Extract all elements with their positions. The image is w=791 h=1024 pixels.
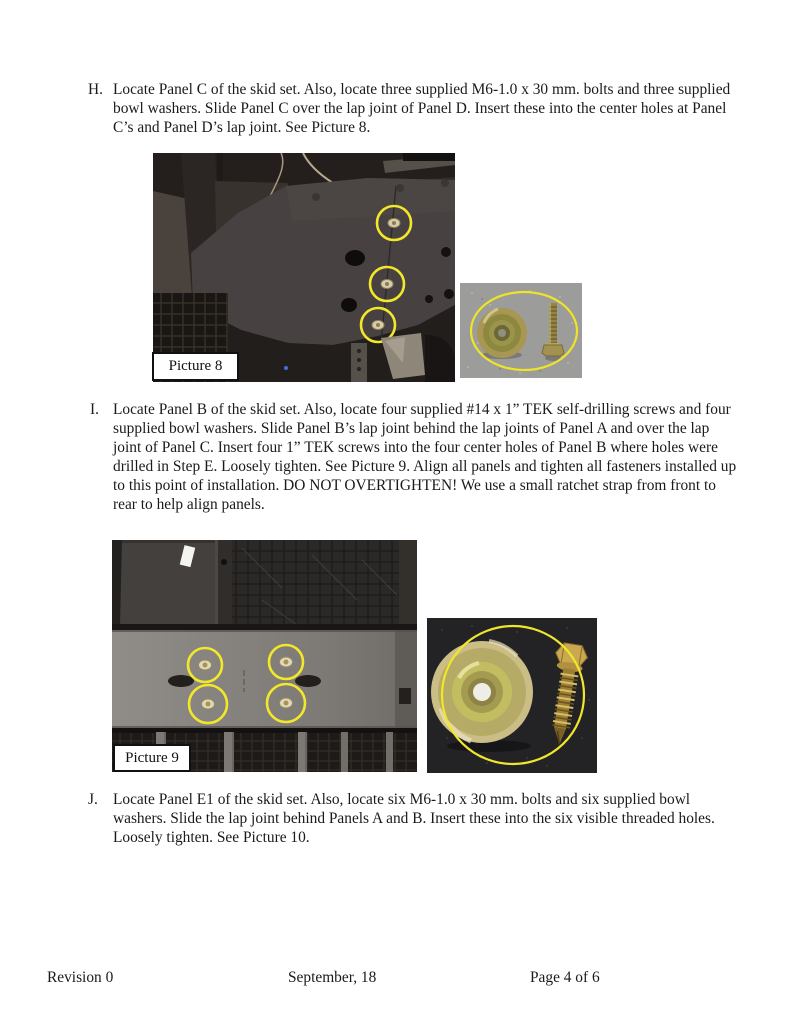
picture-9-figure <box>112 540 599 773</box>
panel-hole <box>341 298 357 312</box>
step-text: Locate Panel B of the skid set. Also, locate four supplied #14 x 1” TEK self-drilling screws and four supplied bowl washers. Slide Panel B’s lap joint behind the lap joints of Panel A and over the lap joint of Panel C. Insert four 1” TEK screws into the four center holes of Panel B where holes were drilled in Step E. Loosely tighten. See Picture 9. Align all panels and tighten all fasteners installed up to this point of installation. DO NOT OVERTIGHTEN! We use a small ratchet strap from front to rear to help align panels. <box>113 401 737 513</box>
instruction-step-h <box>88 80 740 137</box>
picture-8-caption <box>152 352 239 381</box>
step-text: Locate Panel E1 of the skid set. Also, locate six M6-1.0 x 30 mm. bolts and six supplied bowl washers. Slide the lap joint behind Panels A and B. Insert these into the six visible threaded holes. Loosely tighten. See Picture 10. <box>113 791 715 846</box>
picture-8-figure <box>153 153 585 382</box>
instruction-step-j <box>88 790 740 847</box>
picture-9-inset-photo <box>427 618 597 773</box>
picture-9-photo <box>112 540 417 772</box>
caption-text: Picture 9 <box>125 749 179 766</box>
step-text: Locate Panel C of the skid set. Also, locate three supplied M6-1.0 x 30 mm. bolts and three supplied bowl washers. Slide Panel C over the lap joint of Panel D. Insert these into the center holes at Panel C’s and Panel D’s lap joint. See Picture 8. <box>113 81 731 136</box>
picture-8-inset-photo <box>460 283 582 378</box>
footer-date: September, 18 <box>288 969 377 986</box>
instruction-step-i <box>88 400 740 514</box>
panel-hole <box>345 250 365 266</box>
bowl-washer-illustration <box>477 308 527 358</box>
bowl-washer-illustration <box>431 641 533 743</box>
step-label: H. <box>88 81 103 98</box>
step-label: I. <box>90 401 99 418</box>
step-label: J. <box>88 791 98 808</box>
footer-revision: Revision 0 <box>47 969 114 986</box>
picture-9-caption <box>113 744 191 772</box>
panel-b <box>112 630 417 728</box>
panel-slot <box>295 675 321 687</box>
caption-text: Picture 8 <box>168 358 223 374</box>
picture-8-photo <box>153 153 455 382</box>
footer-page-number: Page 4 of 6 <box>530 969 600 986</box>
panel-slot <box>168 675 194 687</box>
blue-led <box>284 366 288 370</box>
